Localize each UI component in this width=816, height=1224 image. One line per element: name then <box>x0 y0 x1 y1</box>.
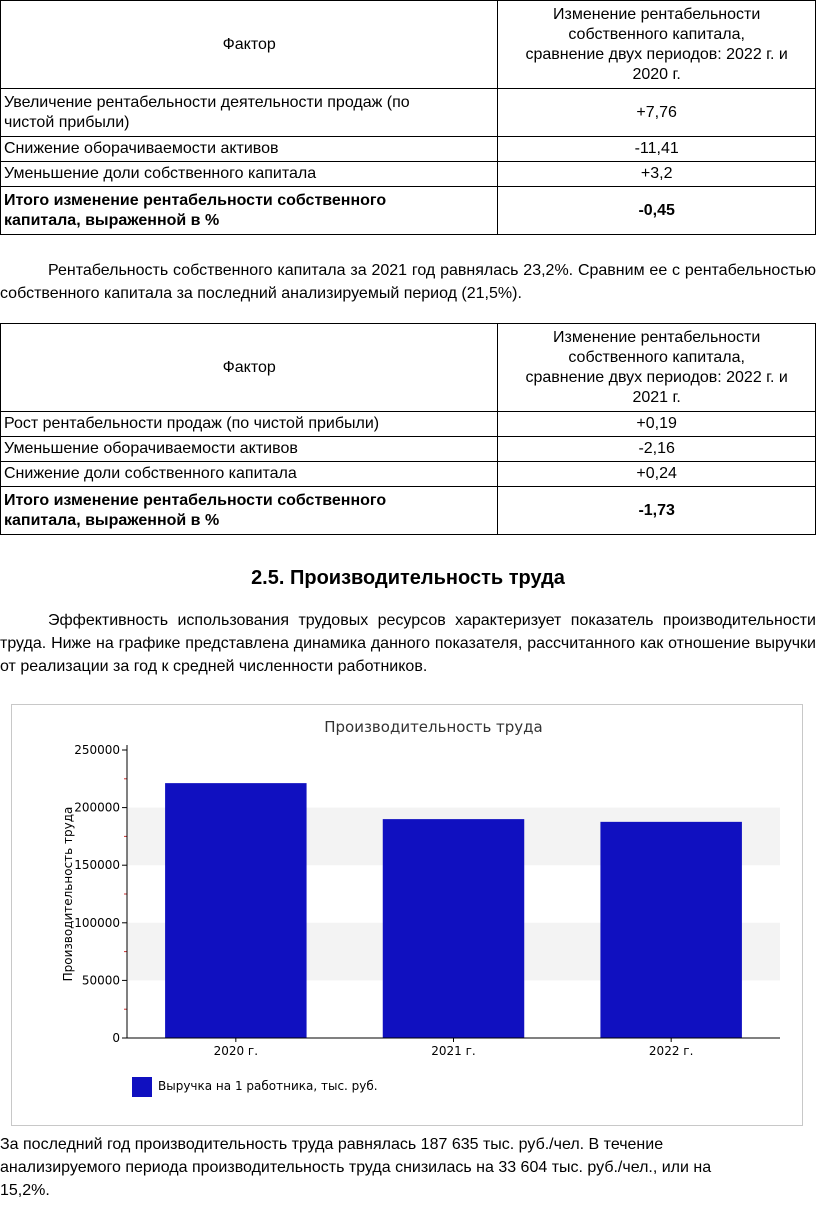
total-factor-line: Итого изменение рентабельности собственного <box>4 491 387 509</box>
y-tick-label: 50000 <box>81 973 120 988</box>
header-change-line: собственного капитала, <box>568 348 745 366</box>
row-value: +0,24 <box>498 462 816 487</box>
row-factor: Снижение доли собственного капитала <box>1 462 498 487</box>
legend-swatch <box>132 1077 152 1097</box>
productivity-chart <box>11 704 803 1126</box>
total-factor <box>1 187 498 235</box>
table-row <box>1 89 816 137</box>
table-row <box>1 437 816 462</box>
x-tick-label: 2022 г. <box>648 1044 694 1058</box>
table-total-row <box>1 187 816 235</box>
row-factor: Уменьшение доли собственного капитала <box>1 162 498 187</box>
productivity-summary-paragraph: За последний год производительность труда равнялась 187 635 тыс. руб./чел. В течение анализируемого периода производительность труда снизилась на 33 604 тыс. руб./чел., или на 15,2%. <box>0 1136 712 1199</box>
row-value: +7,76 <box>498 89 816 137</box>
section-heading: 2.5. Производительность труда <box>251 567 565 589</box>
header-change <box>498 1 816 89</box>
roe-2021-paragraph <box>0 259 816 305</box>
row-factor-line: чистой прибыли) <box>4 113 130 131</box>
chart-svg <box>12 705 802 1125</box>
total-value: -1,73 <box>498 487 816 535</box>
factor-table-2022-vs-2021 <box>0 323 816 535</box>
bar <box>383 819 524 1038</box>
row-factor <box>1 89 498 137</box>
x-tick-label: 2020 г. <box>213 1044 259 1058</box>
row-factor: Снижение оборачиваемости активов <box>1 137 498 162</box>
header-factor: Фактор <box>1 324 498 412</box>
header-change-line: 2021 г. <box>632 388 681 406</box>
header-change-line: собственного капитала, <box>568 25 745 43</box>
paragraph-text: Рентабельность собственного капитала за 2021 год равнялась 23,2%. Сравним ее с рентабельностью собственного капитала за последний анализируемый период (21,5%). <box>0 262 816 302</box>
table-row <box>1 462 816 487</box>
productivity-intro-paragraph <box>0 609 816 678</box>
row-factor: Рост рентабельности продаж (по чистой прибыли) <box>1 412 498 437</box>
table-header-row <box>1 1 816 89</box>
x-tick-labels <box>214 1038 694 1058</box>
y-ticks <box>74 743 127 1045</box>
total-factor-line: Итого изменение рентабельности собственного <box>4 191 387 209</box>
legend-text: Выручка на 1 работника, тыс. руб. <box>158 1079 378 1093</box>
table-total-row <box>1 487 816 535</box>
header-change-line: Изменение рентабельности <box>553 5 761 23</box>
header-factor: Фактор <box>1 1 498 89</box>
table-header-row <box>1 324 816 412</box>
y-tick-label: 0 <box>112 1031 120 1045</box>
table-row <box>1 412 816 437</box>
row-value: +0,19 <box>498 412 816 437</box>
header-change <box>498 324 816 412</box>
row-value: -11,41 <box>498 137 816 162</box>
y-tick-label: 200000 <box>74 800 120 815</box>
row-value: +3,2 <box>498 162 816 187</box>
table-row <box>1 137 816 162</box>
bar <box>165 783 306 1038</box>
y-axis-label: Производительность труда <box>61 806 75 982</box>
row-factor-line: Увеличение рентабельности деятельности продаж (по <box>4 93 410 111</box>
y-tick-label: 150000 <box>74 858 120 873</box>
total-factor-line: капитала, выраженной в % <box>4 211 220 229</box>
bar <box>600 822 741 1038</box>
chart-title: Производительность труда <box>324 718 543 736</box>
row-value: -2,16 <box>498 437 816 462</box>
paragraph-text: Эффективность использования трудовых ресурсов характеризует показатель производительности труда. Ниже на графике представлена динамика данного показателя, рассчитанного как отношение выручки от реализации за год к средней численности работников. <box>0 612 816 675</box>
table-row <box>1 162 816 187</box>
y-tick-label: 100000 <box>74 915 120 930</box>
row-factor: Уменьшение оборачиваемости активов <box>1 437 498 462</box>
total-factor-line: капитала, выраженной в % <box>4 511 220 529</box>
header-change-line: сравнение двух периодов: 2022 г. и <box>525 45 788 63</box>
total-factor <box>1 487 498 535</box>
header-change-line: сравнение двух периодов: 2022 г. и <box>525 368 788 386</box>
header-change-line: 2020 г. <box>632 65 681 83</box>
header-change-line: Изменение рентабельности <box>553 328 761 346</box>
x-tick-label: 2021 г. <box>431 1044 476 1058</box>
total-value: -0,45 <box>498 187 816 235</box>
y-tick-label: 250000 <box>74 743 120 757</box>
factor-table-2022-vs-2020 <box>0 0 816 235</box>
